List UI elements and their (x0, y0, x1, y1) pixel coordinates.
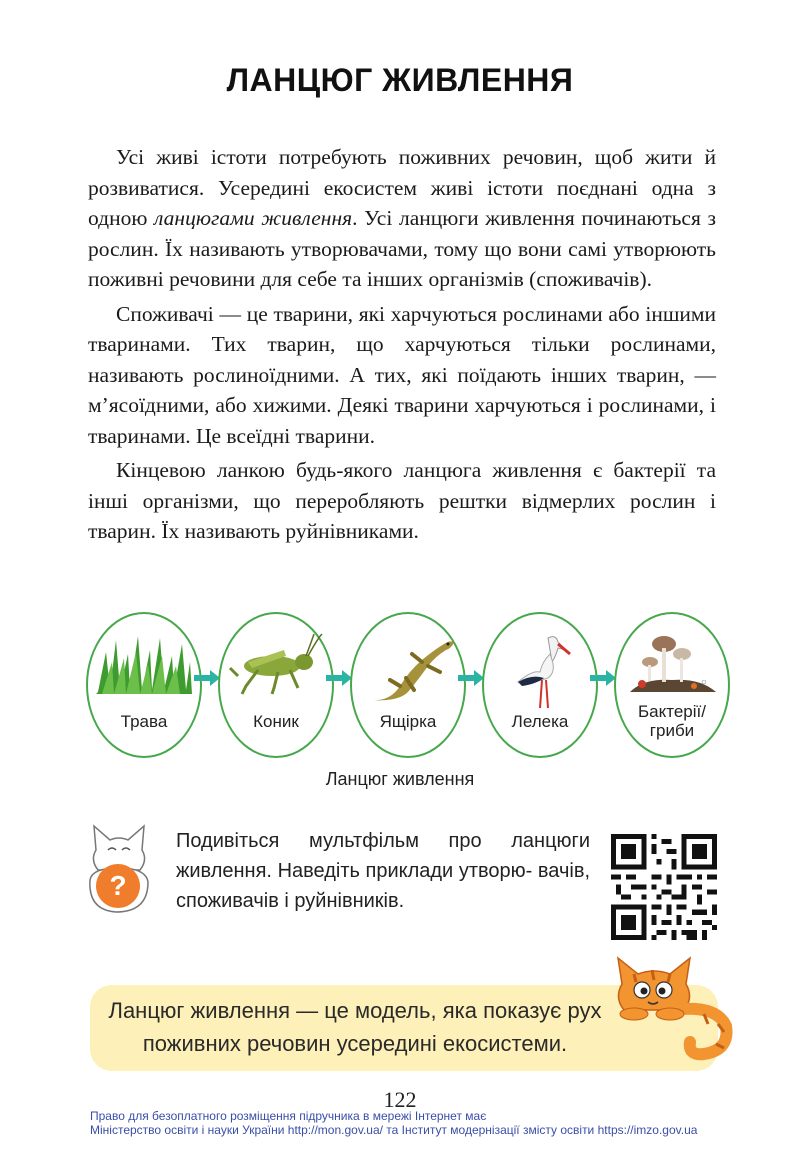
task-text: Подивіться мультфільм про ланцюги живлення. Наведіть приклади утворю- вачів, споживачів і руйнівників. (176, 830, 590, 912)
page-number: 122 (383, 1087, 417, 1112)
chain-node-grass (86, 612, 202, 758)
paragraph-2: Споживачі — це тварини, які харчуються рослинами або іншими тваринами. Тих тварин, що харчуються тільки рослинами, називають рослиноїдними. А тих, які поїдають інших тварин, — м’ясоїдними, або хижими. Деякі тварини харчуються і рослинами, і тваринами. Це всеїдні тварини. (88, 301, 716, 448)
chain-label-grass: Трава (120, 712, 168, 731)
arrow-icon (326, 670, 352, 686)
chain-label-grasshopper: Коник (253, 712, 299, 731)
arrow-icon (194, 670, 220, 686)
grass-icon (96, 632, 192, 696)
grasshopper-icon (228, 632, 324, 696)
footer-line-2: Міністерство освіти і науки України http://mon.gov.ua/ та Інститут модернізації змісту освіти https://imzo.gov.ua (90, 1123, 698, 1137)
food-chain-diagram (86, 612, 726, 762)
lizard-icon (360, 632, 456, 704)
paragraph-1 (88, 142, 716, 295)
p1-text-end: . Усі ланцюги живлення починаються з рослин. Їх називають утворювачами, тому що вони самі утворюють поживні речовини для себе та інших організмів (споживачів). (88, 206, 716, 291)
arrow-icon (458, 670, 484, 686)
chain-label-stork: Лелека (511, 712, 569, 731)
footer-line-1: Право для безоплатного розміщення підручника в мережі Інтернет має (90, 1109, 487, 1123)
chain-node-decomposers (614, 612, 730, 758)
paragraph-3: Кінцевою ланкою будь-якого ланцюга живлення є бактерії та інші організми, що переробляють рештки відмерлих рослин і тварин. Їх називають руйнівниками. (88, 458, 716, 543)
footer-notice (90, 1109, 780, 1137)
arrow-icon (590, 670, 616, 686)
chain-label-decomposers (616, 702, 728, 740)
svg-text:?: ? (109, 870, 127, 901)
main-text (88, 142, 716, 551)
qr-code-icon[interactable] (611, 834, 717, 940)
stork-icon (492, 632, 588, 710)
orange-cat-icon (604, 954, 736, 1064)
p1-text-start: Усі живі істоти потребують поживних речовин, щоб жити й розвиватися. Усередині екосистем живі істоти поєднані одна з одною (88, 145, 716, 230)
chain-label-decomposers-text: Бактерії/ гриби (638, 702, 706, 740)
chain-label-lizard: Ящірка (379, 712, 437, 731)
question-cat-icon (86, 824, 152, 916)
diagram-caption: Ланцюг живлення (325, 769, 475, 789)
page-title: ЛАНЦЮГ ЖИВЛЕННЯ (226, 62, 574, 98)
p1-italic-term: ланцюгами живлення (154, 206, 353, 230)
chain-node-grasshopper (218, 612, 334, 758)
mushroom-icon (624, 632, 720, 696)
chain-node-lizard (350, 612, 466, 758)
definition-text: Ланцюг живлення — це модель, яка показує рух поживних речовин усередині екосистеми. (108, 998, 602, 1056)
chain-node-stork (482, 612, 598, 758)
